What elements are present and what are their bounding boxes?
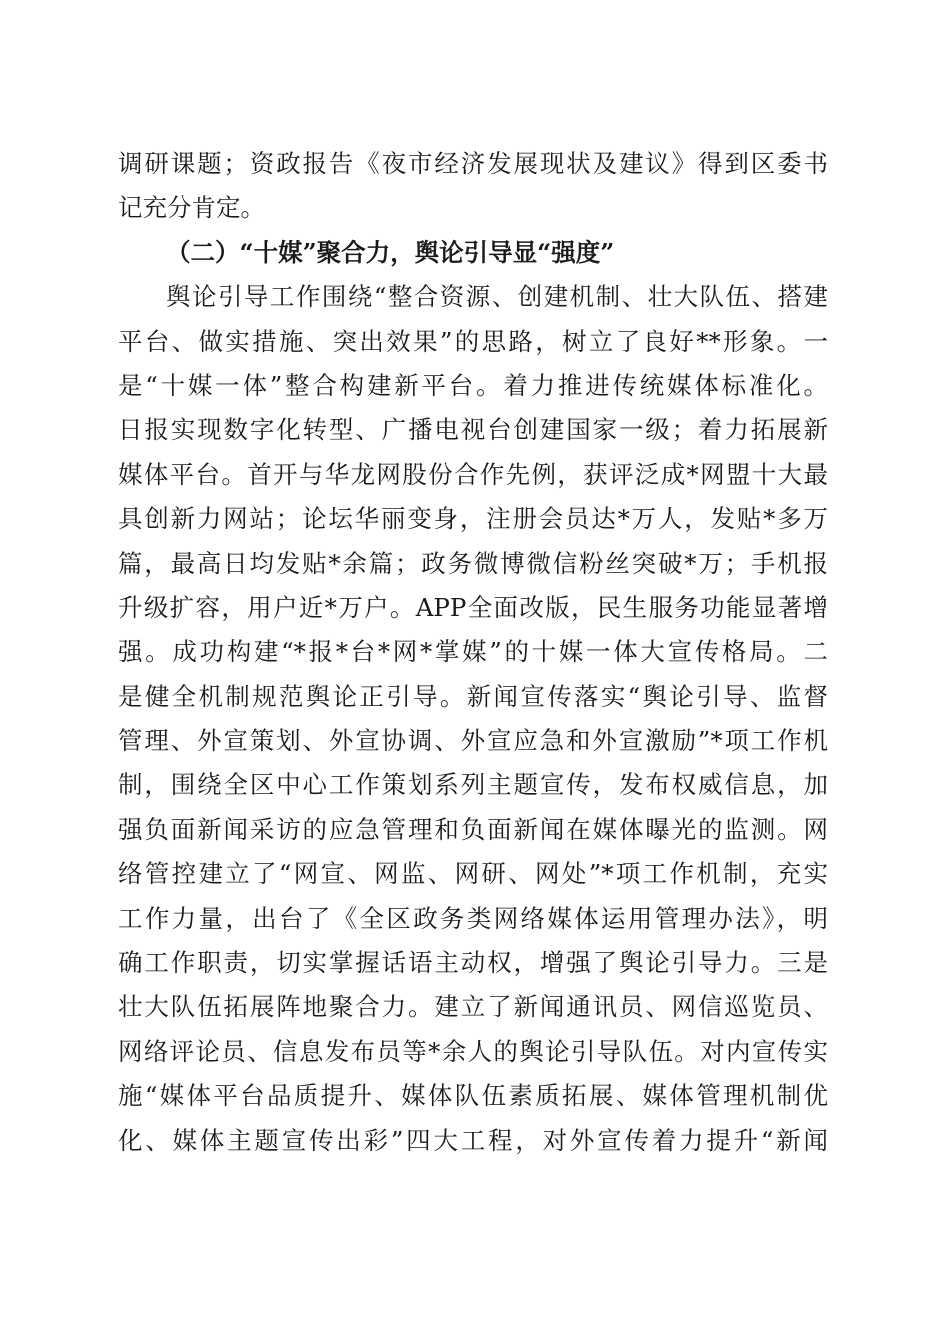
text-line: 强负面新闻采访的应急管理和负面新闻在媒体曝光的监测。网	[118, 814, 828, 844]
text-line: 化、媒体主题宣传出彩”四大工程，对外宣传着力提升“新闻	[118, 1125, 828, 1155]
text-line: 确工作职责，切实掌握话语主动权，增强了舆论引导力。三是	[118, 948, 828, 978]
text-line: 调研课题；资政报告《夜市经济发展现状及建议》得到区委书	[118, 149, 828, 178]
text-line: 媒体平台。首开与华龙网股份合作先例，获评泛成*网盟十大最	[118, 459, 828, 489]
text-line: 强。成功构建“*报*台*网*掌媒”的十媒一体大宣传格局。二	[118, 637, 828, 667]
paragraph-continued	[118, 142, 828, 231]
text-line: 平台、做实措施、突出效果”的思路，树立了良好**形象。一	[118, 326, 828, 356]
text-line: 是健全机制规范舆论正引导。新闻宣传落实“舆论引导、监督	[118, 681, 828, 711]
text-line: 壮大队伍拓展阵地聚合力。建立了新闻通讯员、网信巡览员、	[118, 992, 828, 1022]
section-heading: （二）“十媒”聚合力，舆论引导显“强度”	[166, 237, 615, 267]
text-line: 记充分肯定。	[118, 193, 265, 223]
text-line: 升级扩容，用户近*万户。APP全面改版，民生服务功能显著增	[118, 592, 828, 622]
text-line: 制，围绕全区中心工作策划系列主题宣传，发布权威信息，加	[118, 770, 828, 800]
text-line: 具创新力网站；论坛华丽变身，注册会员达*万人，发贴*多万	[118, 504, 828, 534]
text-line: 是“十媒一体”整合构建新平台。着力推进传统媒体标准化。	[118, 370, 828, 400]
text-line: 施“媒体平台品质提升、媒体队伍素质拓展、媒体管理机制优	[118, 1081, 828, 1111]
text-line: 网络评论员、信息发布员等*余人的舆论引导队伍。对内宣传实	[118, 1036, 828, 1066]
text-line: 篇，最高日均发贴*余篇；政务微博微信粉丝突破*万；手机报	[118, 548, 828, 578]
paragraph-main	[118, 275, 828, 1163]
document-body	[118, 142, 828, 1163]
text-line: 日报实现数字化转型、广播电视台创建国家一级；着力拓展新	[118, 415, 828, 445]
text-line: 络管控建立了“网宣、网监、网研、网处”*项工作机制，充实	[118, 859, 828, 889]
text-line: 工作力量，出台了《全区政务类网络媒体运用管理办法》，明	[118, 903, 828, 933]
text-line: 管理、外宣策划、外宣协调、外宣应急和外宣激励”*项工作机	[118, 726, 828, 756]
text-line: 舆论引导工作围绕“整合资源、创建机制、壮大队伍、搭建	[166, 282, 828, 312]
